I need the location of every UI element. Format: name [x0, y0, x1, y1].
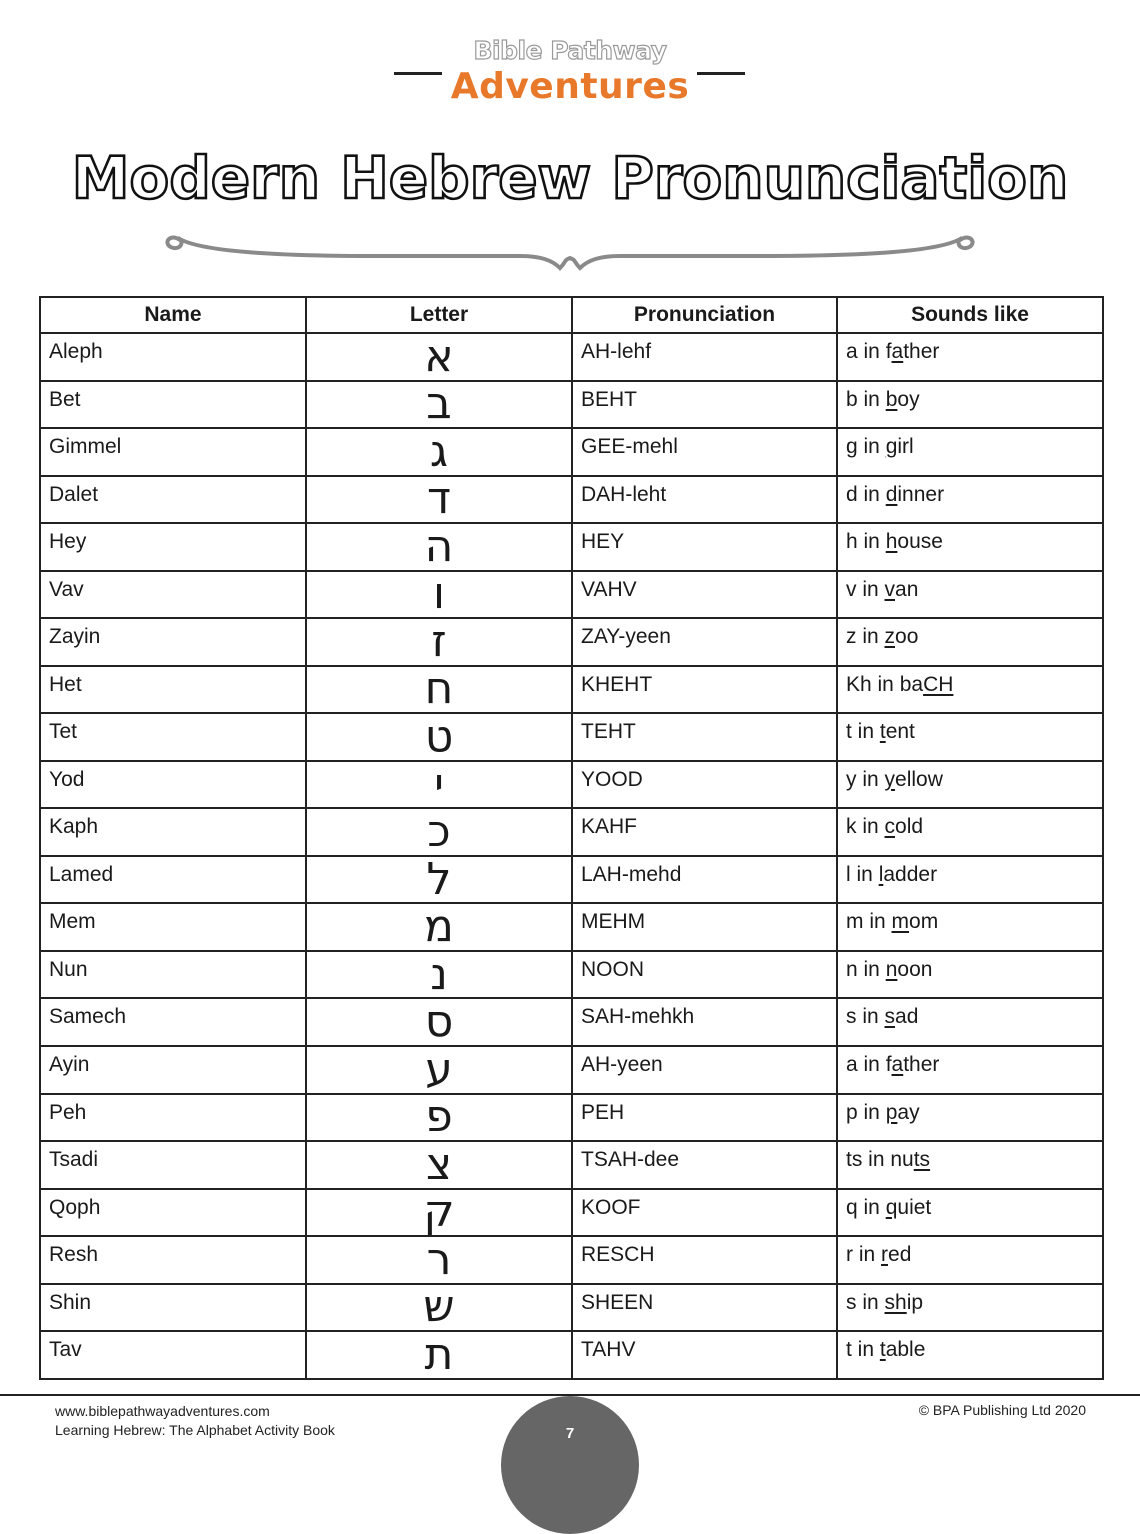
- pronunciation: KHEHT: [572, 666, 837, 714]
- table-row: [40, 1094, 1103, 1142]
- letter-name: Lamed: [40, 856, 306, 904]
- pronunciation: MEHM: [572, 903, 837, 951]
- sounds-like-prefix: n in: [846, 957, 886, 981]
- sounds-like: [837, 666, 1103, 714]
- pronunciation: KOOF: [572, 1189, 837, 1237]
- sounds-like-underlined: p: [885, 1100, 898, 1124]
- table-row: [40, 618, 1103, 666]
- sounds-like-prefix: b in: [846, 387, 886, 411]
- table-row: [40, 998, 1103, 1046]
- sounds-like-suffix: inner: [897, 482, 945, 506]
- sounds-like: [837, 1046, 1103, 1094]
- pronunciation: NOON: [572, 951, 837, 999]
- sounds-like-underlined: a: [891, 1052, 904, 1076]
- hebrew-letter: ק: [306, 1189, 572, 1237]
- footer-info: [55, 1402, 335, 1440]
- table-header-row: [40, 297, 1103, 333]
- sounds-like-underlined: q: [885, 1195, 898, 1219]
- sounds-like: [837, 428, 1103, 476]
- sounds-like-prefix: z in: [846, 625, 885, 649]
- sounds-like: [837, 523, 1103, 571]
- table-row: [40, 713, 1103, 761]
- letter-name: Dalet: [40, 476, 306, 524]
- table-row: [40, 761, 1103, 809]
- sounds-like-prefix: t in: [846, 1338, 880, 1362]
- pronunciation: AH-yeen: [572, 1046, 837, 1094]
- pronunciation: AH-lehf: [572, 333, 837, 381]
- table-row: [40, 571, 1103, 619]
- page-number-badge: [501, 1396, 639, 1534]
- pronunciation: TEHT: [572, 713, 837, 761]
- sounds-like: [837, 1094, 1103, 1142]
- letter-name: Aleph: [40, 333, 306, 381]
- hebrew-letter: ע: [306, 1046, 572, 1094]
- letter-name: Tet: [40, 713, 306, 761]
- sounds-like-suffix: uiet: [897, 1195, 932, 1219]
- hebrew-letter: ב: [306, 381, 572, 429]
- letter-name: Het: [40, 666, 306, 714]
- letter-name: Tav: [40, 1331, 306, 1379]
- column-header-pronunciation: Pronunciation: [572, 297, 837, 333]
- hebrew-letter: נ: [306, 951, 572, 999]
- letter-name: Mem: [40, 903, 306, 951]
- flourish-divider: [160, 222, 980, 278]
- table-row: [40, 903, 1103, 951]
- publisher-logo: [0, 28, 1140, 108]
- sounds-like-suffix: ouse: [897, 530, 943, 554]
- table-row: [40, 1189, 1103, 1237]
- sounds-like: [837, 381, 1103, 429]
- sounds-like-prefix: r in: [846, 1243, 882, 1267]
- sounds-like-underlined: t: [879, 720, 886, 744]
- alphabet-table: [39, 296, 1104, 1380]
- letter-name: Gimmel: [40, 428, 306, 476]
- sounds-like-suffix: ip: [906, 1290, 924, 1314]
- pronunciation: LAH-mehd: [572, 856, 837, 904]
- sounds-like-suffix: ent: [885, 720, 915, 744]
- table-row: [40, 1046, 1103, 1094]
- sounds-like-underlined: a: [891, 340, 904, 363]
- letter-name: Qoph: [40, 1189, 306, 1237]
- sounds-like: [837, 476, 1103, 524]
- logo-bottom-text: Adventures: [450, 66, 690, 107]
- sounds-like-prefix: a in f: [846, 340, 892, 363]
- pronunciation: RESCH: [572, 1236, 837, 1284]
- sounds-like-prefix: ts in nu: [846, 1148, 914, 1172]
- hebrew-letter: ל: [306, 856, 572, 904]
- hebrew-letter: ח: [306, 666, 572, 714]
- sounds-like-underlined: l: [878, 862, 884, 886]
- hebrew-letter: ו: [306, 571, 572, 619]
- sounds-like: [837, 998, 1103, 1046]
- pronunciation: PEH: [572, 1094, 837, 1142]
- hebrew-letter: ג: [306, 428, 572, 476]
- sounds-like-underlined: t: [879, 1338, 886, 1362]
- sounds-like: [837, 856, 1103, 904]
- logo-divider-right: [697, 72, 745, 75]
- letter-name: Kaph: [40, 808, 306, 856]
- logo-top-text: Bible Pathway: [473, 36, 667, 65]
- sounds-like-underlined: v: [884, 577, 896, 601]
- sounds-like: [837, 903, 1103, 951]
- pronunciation: DAH-leht: [572, 476, 837, 524]
- page-number: 7: [565, 1425, 575, 1442]
- table-row: [40, 1141, 1103, 1189]
- sounds-like-suffix: old: [895, 815, 924, 839]
- pronunciation: GEE-mehl: [572, 428, 837, 476]
- sounds-like-underlined: z: [884, 625, 896, 649]
- letter-name: Shin: [40, 1284, 306, 1332]
- table-row: [40, 1284, 1103, 1332]
- pronunciation: TSAH-dee: [572, 1141, 837, 1189]
- sounds-like-underlined: h: [885, 530, 898, 554]
- sounds-like-underlined: r: [881, 1243, 889, 1267]
- sounds-like-suffix: irl: [897, 435, 914, 459]
- sounds-like-prefix: Kh in ba: [846, 672, 924, 696]
- sounds-like: [837, 1331, 1103, 1379]
- hebrew-letter: ש: [306, 1284, 572, 1332]
- pronunciation: TAHV: [572, 1331, 837, 1379]
- sounds-like: [837, 951, 1103, 999]
- letter-name: Peh: [40, 1094, 306, 1142]
- letter-name: Tsadi: [40, 1141, 306, 1189]
- sounds-like-prefix: h in: [846, 530, 886, 554]
- hebrew-letter: כ: [306, 808, 572, 856]
- sounds-like-underlined: CH: [923, 672, 954, 696]
- sounds-like-prefix: q in: [846, 1195, 886, 1219]
- sounds-like-suffix: oy: [897, 387, 920, 411]
- sounds-like-prefix: s in: [846, 1290, 885, 1314]
- sounds-like-suffix: ad: [895, 1005, 919, 1029]
- sounds-like: [837, 571, 1103, 619]
- table-row: [40, 428, 1103, 476]
- pronunciation: ZAY-yeen: [572, 618, 837, 666]
- letter-name: Vav: [40, 571, 306, 619]
- sounds-like-suffix: ther: [903, 1052, 940, 1076]
- table-row: [40, 1236, 1103, 1284]
- sounds-like-suffix: ay: [897, 1100, 920, 1124]
- hebrew-letter: א: [306, 333, 572, 381]
- pronunciation: VAHV: [572, 571, 837, 619]
- sounds-like: [837, 761, 1103, 809]
- sounds-like-suffix: om: [909, 910, 939, 934]
- sounds-like: [837, 1236, 1103, 1284]
- hebrew-letter: פ: [306, 1094, 572, 1142]
- letter-name: Hey: [40, 523, 306, 571]
- sounds-like-underlined: ts: [913, 1148, 931, 1172]
- sounds-like-underlined: g: [885, 435, 898, 459]
- table-row: [40, 333, 1103, 381]
- sounds-like-prefix: l in: [846, 862, 879, 886]
- table-row: [40, 856, 1103, 904]
- sounds-like-prefix: p in: [846, 1100, 886, 1124]
- letter-name: Samech: [40, 998, 306, 1046]
- table-row: [40, 523, 1103, 571]
- page-title: Modern Hebrew Pronunciation: [71, 144, 1069, 212]
- table-row: [40, 951, 1103, 999]
- footer-website: www.biblepathwayadventures.com: [55, 1403, 270, 1419]
- sounds-like-prefix: s in: [846, 1005, 885, 1029]
- sounds-like-underlined: s: [884, 1005, 896, 1029]
- hebrew-letter: ט: [306, 713, 572, 761]
- logo-divider-left: [394, 72, 442, 75]
- hebrew-letter: מ: [306, 903, 572, 951]
- column-header-sounds-like: Sounds like: [837, 297, 1103, 333]
- sounds-like-prefix: d in: [846, 482, 886, 506]
- hebrew-letter: ד: [306, 476, 572, 524]
- hebrew-letter: ה: [306, 523, 572, 571]
- letter-name: Nun: [40, 951, 306, 999]
- sounds-like: [837, 618, 1103, 666]
- sounds-like-underlined: n: [885, 957, 898, 981]
- table-row: [40, 666, 1103, 714]
- hebrew-letter: ס: [306, 998, 572, 1046]
- hebrew-letter: ז: [306, 618, 572, 666]
- hebrew-letter: צ: [306, 1141, 572, 1189]
- sounds-like-suffix: ed: [888, 1243, 912, 1267]
- pronunciation: BEHT: [572, 381, 837, 429]
- sounds-like-prefix: k in: [846, 815, 885, 839]
- sounds-like: [837, 333, 1103, 381]
- column-header-name: Name: [40, 297, 306, 333]
- sounds-like-prefix: v in: [846, 577, 885, 601]
- table-row: [40, 476, 1103, 524]
- sounds-like-underlined: c: [884, 815, 896, 839]
- sounds-like-underlined: sh: [884, 1290, 907, 1314]
- sounds-like: [837, 1189, 1103, 1237]
- footer-book-title: Learning Hebrew: The Alphabet Activity Book: [55, 1422, 335, 1438]
- letter-name: Zayin: [40, 618, 306, 666]
- sounds-like: [837, 1284, 1103, 1332]
- sounds-like-suffix: able: [885, 1338, 926, 1362]
- pronunciation: HEY: [572, 523, 837, 571]
- table-row: [40, 381, 1103, 429]
- sounds-like: [837, 713, 1103, 761]
- sounds-like-suffix: oo: [895, 625, 919, 649]
- hebrew-letter: ר: [306, 1236, 572, 1284]
- sounds-like-underlined: b: [885, 387, 898, 411]
- footer-copyright: © BPA Publishing Ltd 2020: [918, 1402, 1086, 1418]
- column-header-letter: Letter: [306, 297, 572, 333]
- hebrew-letter: י: [306, 761, 572, 809]
- table-row: [40, 808, 1103, 856]
- sounds-like-suffix: ellow: [895, 767, 943, 791]
- letter-name: Bet: [40, 381, 306, 429]
- sounds-like-suffix: adder: [883, 862, 938, 886]
- pronunciation: KAHF: [572, 808, 837, 856]
- sounds-like-prefix: y in: [846, 767, 885, 791]
- sounds-like-suffix: ther: [903, 340, 940, 363]
- letter-name: Ayin: [40, 1046, 306, 1094]
- sounds-like-underlined: m: [891, 910, 910, 934]
- pronunciation: YOOD: [572, 761, 837, 809]
- sounds-like: [837, 808, 1103, 856]
- sounds-like-prefix: a in f: [846, 1052, 892, 1076]
- sounds-like-suffix: an: [895, 577, 919, 601]
- pronunciation: SAH-mehkh: [572, 998, 837, 1046]
- letter-name: Resh: [40, 1236, 306, 1284]
- table-row: [40, 1331, 1103, 1379]
- sounds-like: [837, 1141, 1103, 1189]
- pronunciation: SHEEN: [572, 1284, 837, 1332]
- sounds-like-prefix: m in: [846, 910, 892, 934]
- sounds-like-suffix: oon: [897, 957, 933, 981]
- hebrew-letter: ת: [306, 1331, 572, 1379]
- sounds-like-underlined: y: [884, 767, 896, 791]
- sounds-like-prefix: t in: [846, 720, 880, 744]
- sounds-like-prefix: g in: [846, 435, 886, 459]
- letter-name: Yod: [40, 761, 306, 809]
- sounds-like-underlined: d: [885, 482, 898, 506]
